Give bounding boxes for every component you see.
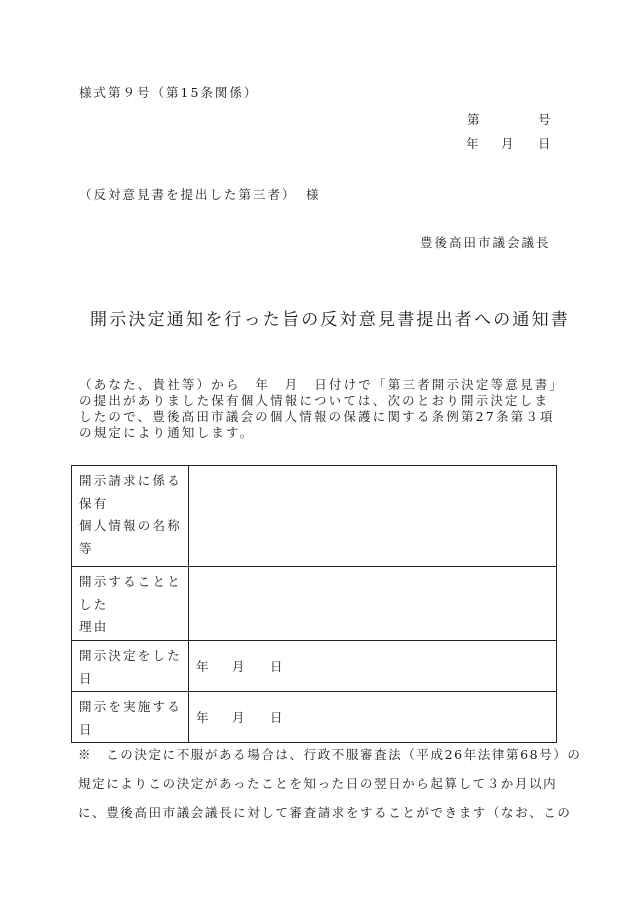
note-line: 規定によりこの決定があったことを知った日の翌日から起算して３か月以内 [78, 776, 558, 791]
note-line: ※ この決定に不服がある場合は、行政不服審査法（平成26年法律第68号）の [78, 747, 582, 762]
row-label [72, 466, 189, 566]
row-value [189, 567, 556, 640]
row-value [189, 692, 556, 742]
form-number: 様式第９号（第15条関係） [79, 85, 259, 100]
table-row [72, 691, 556, 742]
document-number-label: 第 [467, 112, 482, 127]
label-line: 保有 [79, 495, 109, 511]
label-line: 個人情報の名称 [79, 518, 182, 533]
date-value [196, 708, 284, 726]
body-line-4: の規定により通知します。 [79, 425, 255, 440]
table-row [72, 640, 556, 691]
label-line: 等 [79, 540, 94, 556]
date-year: 年 [196, 710, 210, 725]
body-line-3: したので、豊後高田市議会の個人情報の保護に関する条例第27条第３項 [79, 409, 555, 424]
table-row [72, 566, 556, 640]
row-value [189, 466, 556, 566]
date-day: 日 [270, 710, 284, 725]
label-line: した [79, 596, 109, 612]
sender-name: 豊後高田市議会議長 [420, 235, 551, 250]
document-number-suffix: 号 [538, 112, 553, 127]
label-line: 開示決定をした [79, 648, 182, 663]
date-year: 年 [196, 659, 210, 674]
addressee-name: （反対意見書を提出した第三者） [79, 187, 297, 202]
addressee-honorific: 様 [306, 187, 321, 202]
label-line: 日 [79, 721, 94, 737]
body-line-1: （あなた、貴社等）から 年 月 日付けで「第三者開示決定等意見書」 [79, 377, 565, 392]
label-line: 日 [79, 670, 94, 686]
label-line: 開示することと [79, 574, 182, 589]
document-title: 開示決定通知を行った旨の反対意見書提出者への通知書 [90, 310, 570, 330]
note-line: に、豊後高田市議会議長に対して審査請求をすることができます（なお、この [78, 805, 572, 820]
row-label [72, 567, 189, 640]
body-line-2: の提出がありました保有個人情報については、次のとおり開示決定しま [79, 393, 550, 408]
notice-table [71, 465, 557, 743]
row-label [72, 692, 189, 742]
label-line: 開示を実施する [79, 699, 182, 714]
date-day-label: 日 [538, 136, 553, 151]
row-value [189, 641, 556, 691]
label-line: 開示請求に係る [79, 473, 182, 488]
date-month: 月 [232, 710, 246, 725]
date-year-label: 年 [466, 136, 481, 151]
date-day: 日 [270, 659, 284, 674]
date-month: 月 [232, 659, 246, 674]
label-line: 理由 [79, 619, 109, 634]
date-value [196, 657, 284, 675]
row-label [72, 641, 189, 691]
appeal-note [78, 740, 582, 827]
date-month-label: 月 [501, 136, 516, 151]
table-row [72, 466, 556, 566]
